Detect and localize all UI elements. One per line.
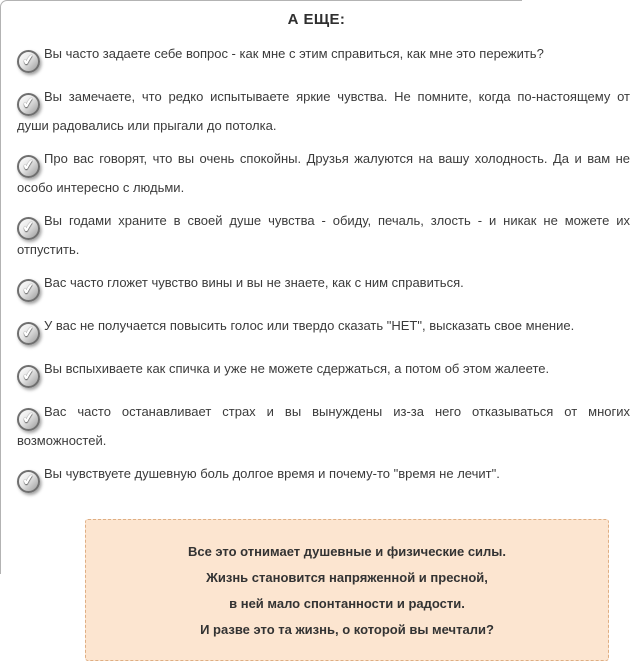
checklist-item (17, 464, 632, 493)
checklist-item (17, 359, 632, 388)
checklist-item (17, 316, 632, 345)
checklist-item-text: Вы часто задаете себе вопрос - как мне с этим справиться, как мне это пережить? (44, 46, 544, 61)
summary-callout (85, 519, 609, 661)
checklist-item-text: Вас часто гложет чувство вины и вы не знаете, как с ним справиться. (44, 275, 464, 290)
checklist-item-text: Вы замечаете, что редко испытываете яркие чувства. Не помните, когда по-настоящему от души радовались или прыгали до потолка. (17, 89, 630, 133)
checklist-item (17, 149, 632, 197)
check-icon: ✔ (17, 279, 40, 302)
checklist-item-text: Вы вспыхиваете как спичка и уже не можете сдержаться, а потом об этом жалеете. (44, 361, 550, 376)
checklist-item (17, 211, 632, 259)
checklist-item (17, 87, 632, 135)
frame-top-edge-mask (522, 0, 639, 3)
check-icon: ✔ (17, 50, 40, 73)
check-icon: ✔ (17, 93, 40, 116)
checklist-item (17, 402, 632, 450)
checklist-item-text: Вы годами храните в своей душе чувства - обиду, печаль, злость - и никак не можете их отпустить. (17, 213, 630, 257)
check-icon: ✔ (17, 217, 40, 240)
checklist-item (17, 273, 632, 302)
check-icon: ✔ (17, 470, 40, 493)
checklist-item-text: Про вас говорят, что вы очень спокойны. Друзья жалуются на вашу холодность. Да и вам не особо интересно с людьми. (17, 151, 630, 195)
callout-line: Все это отнимает душевные и физические силы. (187, 544, 507, 559)
checklist-item-text: У вас не получается повысить голос или твердо сказать "НЕТ", высказать свое мнение. (44, 318, 575, 333)
check-icon: ✔ (17, 322, 40, 345)
callout-line: в ней мало спонтанности и радости. (229, 596, 465, 611)
checklist-item-text: Вас часто останавливает страх и вы вынуждены из-за него отказываться от многих возможностей. (17, 404, 630, 448)
checklist-item-text: Вы чувствуете душевную боль долгое время и почему-то "время не лечит". (44, 466, 500, 481)
check-icon: ✔ (17, 365, 40, 388)
checklist-item (17, 44, 632, 73)
check-icon: ✔ (17, 408, 40, 431)
page-title: А ЕЩЕ: (287, 11, 346, 28)
callout-line: Жизнь становится напряженной и пресной, (206, 570, 488, 585)
check-icon: ✔ (17, 155, 40, 178)
callout-line: И разве это та жизнь, о которой вы мечтали? (200, 622, 494, 637)
